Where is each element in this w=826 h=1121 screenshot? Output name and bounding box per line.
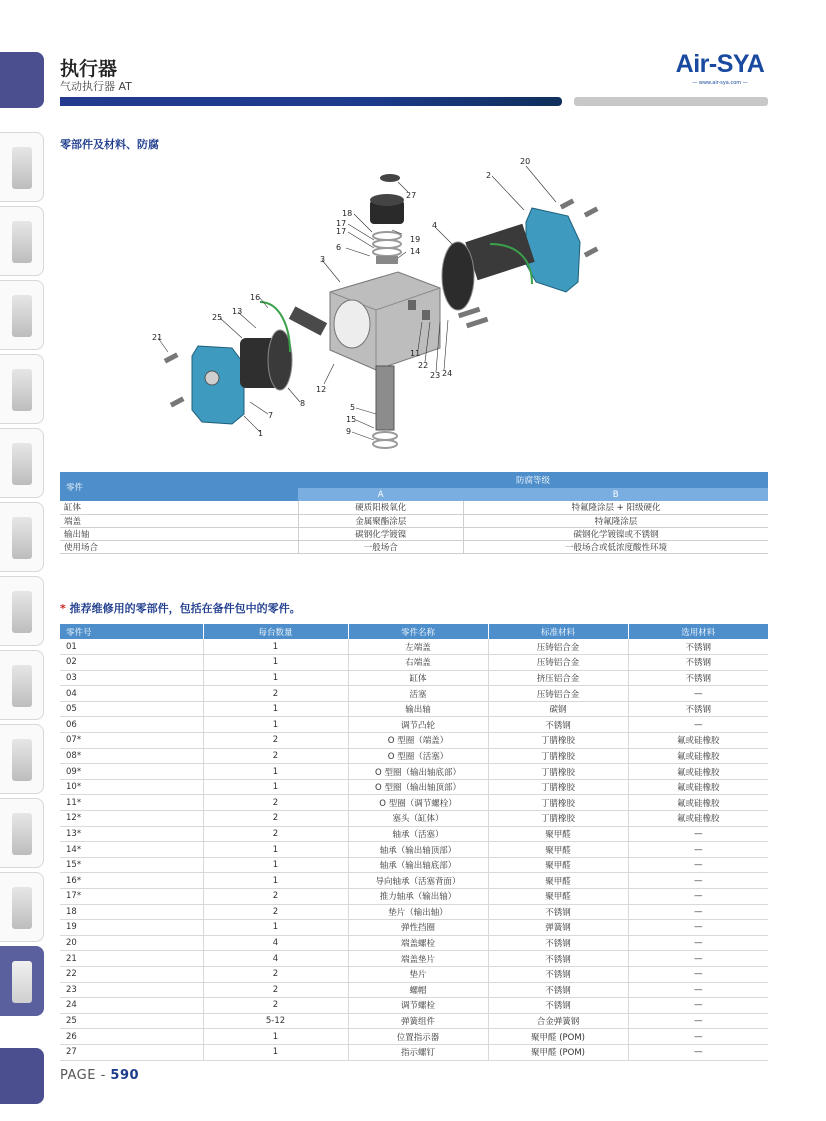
table-row (60, 795, 768, 811)
cell-std-material: 丁腈橡胶 (488, 779, 628, 795)
cell-qty: 1 (203, 779, 348, 795)
cell-opt-material: — (628, 842, 768, 858)
cell-part-no: 23 (60, 982, 203, 998)
cell-opt-material: — (628, 826, 768, 842)
cell-qty: 2 (203, 826, 348, 842)
corrosion-cell-b: 特氟隆涂层 (463, 514, 768, 527)
cell-std-material: 聚甲醛 (488, 842, 628, 858)
cell-opt-material: 氟或硅橡胶 (628, 733, 768, 749)
parts-table-body (60, 639, 768, 1060)
cell-opt-material: 不锈钢 (628, 655, 768, 671)
cell-std-material: 丁腈橡胶 (488, 748, 628, 764)
table-row (60, 982, 768, 998)
table-row (60, 1029, 768, 1045)
category-filter-cup-icon[interactable] (0, 206, 44, 276)
table-row (60, 733, 768, 749)
cell-part-name: 端盖垫片 (348, 951, 488, 967)
cell-part-name: O 型圈（端盖） (348, 733, 488, 749)
cell-qty: 1 (203, 717, 348, 733)
corrosion-cell-b: 一般场合或低浓度酸性环境 (463, 540, 768, 553)
cell-opt-material: — (628, 1013, 768, 1029)
th-opt-material: 选用材料 (628, 624, 768, 639)
cell-part-name: 弹性挡圈 (348, 920, 488, 936)
cell-part-no: 09* (60, 764, 203, 780)
cell-part-name: 轴承（输出轴顶部） (348, 842, 488, 858)
table-row (60, 701, 768, 717)
label-14: 14 (410, 247, 421, 256)
side-tab-bottom[interactable] (0, 1048, 44, 1104)
table-row (60, 779, 768, 795)
cell-part-name: 垫片（输出轴） (348, 904, 488, 920)
cell-qty: 1 (203, 920, 348, 936)
cell-std-material: 丁腈橡胶 (488, 811, 628, 827)
th-qty: 每台数量 (203, 624, 348, 639)
category-elbow-icon[interactable] (0, 798, 44, 868)
parts-table (60, 624, 768, 1061)
table-row (60, 748, 768, 764)
cell-part-no: 24 (60, 998, 203, 1014)
cell-qty: 1 (203, 655, 348, 671)
cell-opt-material: — (628, 951, 768, 967)
cell-part-no: 15* (60, 857, 203, 873)
table-row (60, 764, 768, 780)
cell-part-no: 12* (60, 811, 203, 827)
table-row (60, 811, 768, 827)
label-2: 2 (486, 171, 492, 180)
cell-qty: 1 (203, 873, 348, 889)
label-23: 23 (430, 371, 441, 380)
table-row (60, 670, 768, 686)
cell-qty: 1 (203, 857, 348, 873)
cell-part-name: 位置指示器 (348, 1029, 488, 1045)
cell-std-material: 聚甲醛 (488, 889, 628, 905)
cell-qty: 1 (203, 670, 348, 686)
label-4: 4 (432, 221, 438, 230)
cell-part-name: 左端盖 (348, 639, 488, 655)
cell-qty: 4 (203, 951, 348, 967)
cell-std-material: 丁腈橡胶 (488, 795, 628, 811)
cell-qty: 2 (203, 686, 348, 702)
cell-part-name: 塞头（缸体） (348, 811, 488, 827)
table-row (60, 717, 768, 733)
cell-std-material: 聚甲醛 (POM) (488, 1029, 628, 1045)
cell-qty: 2 (203, 998, 348, 1014)
category-manifold-icon[interactable] (0, 650, 44, 720)
label-6: 6 (336, 243, 342, 252)
cell-qty: 2 (203, 966, 348, 982)
cell-opt-material: — (628, 935, 768, 951)
corrosion-table-body (60, 501, 768, 553)
cell-part-no: 21 (60, 951, 203, 967)
label-13: 13 (232, 307, 243, 316)
cell-qty: 1 (203, 1029, 348, 1045)
category-filter-icon[interactable] (0, 132, 44, 202)
star-mark: * (60, 602, 66, 615)
cell-part-no: 25 (60, 1013, 203, 1029)
cell-part-name: 缸体 (348, 670, 488, 686)
cell-part-no: 04 (60, 686, 203, 702)
label-3: 3 (320, 255, 326, 264)
th-part-no: 零件号 (60, 624, 203, 639)
corrosion-table (60, 472, 768, 554)
cell-std-material: 碳钢 (488, 701, 628, 717)
cell-part-name: 右端盖 (348, 655, 488, 671)
cell-opt-material: 氟或硅橡胶 (628, 764, 768, 780)
cell-part-name: 轴承（输出轴底部） (348, 857, 488, 873)
cell-std-material: 不锈钢 (488, 951, 628, 967)
cell-opt-material: — (628, 1029, 768, 1045)
category-valve-icon[interactable] (0, 428, 44, 498)
cell-opt-material: — (628, 904, 768, 920)
cell-part-no: 06 (60, 717, 203, 733)
brand-logo (672, 50, 768, 86)
cell-part-no: 26 (60, 1029, 203, 1045)
label-21: 21 (152, 333, 163, 342)
label-7: 7 (268, 411, 274, 420)
table-row (60, 639, 768, 655)
table-row (60, 686, 768, 702)
header-divider-gray (574, 97, 768, 106)
table-row (60, 920, 768, 936)
cell-qty: 1 (203, 842, 348, 858)
corrosion-cell-part: 使用场合 (60, 540, 298, 553)
cell-part-name: 端盖螺栓 (348, 935, 488, 951)
exploded-diagram (140, 152, 610, 462)
table-row (60, 1044, 768, 1060)
label-25: 25 (212, 313, 223, 322)
cell-part-no: 01 (60, 639, 203, 655)
cell-qty: 2 (203, 811, 348, 827)
cell-std-material: 不锈钢 (488, 998, 628, 1014)
page-prefix: PAGE - (60, 1068, 111, 1083)
cell-std-material: 不锈钢 (488, 935, 628, 951)
cell-opt-material: — (628, 920, 768, 936)
cell-std-material: 丁腈橡胶 (488, 764, 628, 780)
page-number (60, 1068, 139, 1083)
cell-part-no: 07* (60, 733, 203, 749)
cell-part-name: 指示螺钉 (348, 1044, 488, 1060)
cell-opt-material: 不锈钢 (628, 670, 768, 686)
table-row (60, 873, 768, 889)
category-coil-icon[interactable] (0, 576, 44, 646)
th-part-name: 零件名称 (348, 624, 488, 639)
cell-std-material: 压铸铝合金 (488, 639, 628, 655)
corrosion-cell-part: 缸体 (60, 501, 298, 514)
cell-qty: 1 (203, 1044, 348, 1060)
label-17b: 17 (336, 227, 347, 236)
label-17a: 17 (336, 219, 347, 228)
cell-opt-material: — (628, 889, 768, 905)
table-row (60, 655, 768, 671)
cell-qty: 2 (203, 889, 348, 905)
table-row (60, 857, 768, 873)
corrosion-cell-a: 硬质阳极氧化 (298, 501, 463, 514)
table-row (60, 826, 768, 842)
table-row (60, 998, 768, 1014)
corrosion-row (60, 540, 768, 553)
label-22: 22 (418, 361, 429, 370)
cell-part-name: 导向轴承（活塞背面） (348, 873, 488, 889)
cell-qty: 2 (203, 748, 348, 764)
cell-opt-material: 氟或硅橡胶 (628, 795, 768, 811)
label-5: 5 (350, 403, 356, 412)
page-value: 590 (110, 1068, 140, 1083)
category-actuator-icon[interactable] (0, 946, 44, 1016)
cell-part-name: 活塞 (348, 686, 488, 702)
category-fitting-icon[interactable] (0, 354, 44, 424)
cell-part-no: 14* (60, 842, 203, 858)
table-row (60, 1013, 768, 1029)
cell-qty: 1 (203, 701, 348, 717)
left-end-cap-shape (192, 346, 244, 424)
cell-qty: 2 (203, 733, 348, 749)
cell-part-name: 螺帽 (348, 982, 488, 998)
table-row (60, 904, 768, 920)
corrosion-cell-a: 金属聚酯涂层 (298, 514, 463, 527)
cell-opt-material: — (628, 686, 768, 702)
cell-std-material: 聚甲醛 (POM) (488, 1044, 628, 1060)
page-subtitle: 气动执行器 AT (60, 80, 132, 93)
label-12: 12 (316, 385, 327, 394)
cell-part-name: 推力轴承（输出轴） (348, 889, 488, 905)
cell-qty: 1 (203, 764, 348, 780)
cell-std-material: 不锈钢 (488, 904, 628, 920)
cell-part-no: 22 (60, 966, 203, 982)
cell-opt-material: — (628, 1044, 768, 1060)
cell-part-name: 调节螺栓 (348, 998, 488, 1014)
side-category-nav (0, 132, 44, 1020)
logo-text: Air-SYA (675, 50, 765, 78)
actuator-body-shape (330, 272, 440, 370)
cell-part-name: 调节凸轮 (348, 717, 488, 733)
cell-part-name: O 型圈（调节螺栓） (348, 795, 488, 811)
category-silencer-icon[interactable] (0, 872, 44, 942)
cell-part-no: 11* (60, 795, 203, 811)
right-end-cap-shape (442, 208, 580, 310)
cell-std-material: 聚甲醛 (488, 873, 628, 889)
cell-std-material: 不锈钢 (488, 966, 628, 982)
cell-part-name: 输出轴 (348, 701, 488, 717)
cell-std-material: 聚甲醛 (488, 857, 628, 873)
page-title: 执行器 (60, 58, 118, 80)
cell-opt-material: — (628, 857, 768, 873)
header-divider (60, 97, 562, 106)
cell-opt-material: — (628, 873, 768, 889)
section-title-spare-parts (60, 600, 301, 616)
cell-part-no: 03 (60, 670, 203, 686)
cell-std-material: 丁腈橡胶 (488, 733, 628, 749)
cell-opt-material: 不锈钢 (628, 701, 768, 717)
label-16: 16 (250, 293, 261, 302)
cell-opt-material: — (628, 966, 768, 982)
cell-opt-material: 氟或硅橡胶 (628, 779, 768, 795)
category-cylinder-icon[interactable] (0, 724, 44, 794)
corrosion-row (60, 501, 768, 514)
corrosion-row (60, 514, 768, 527)
cell-qty: 2 (203, 982, 348, 998)
cell-opt-material: — (628, 998, 768, 1014)
cell-std-material: 弹簧钢 (488, 920, 628, 936)
cell-std-material: 挤压铝合金 (488, 670, 628, 686)
top-parts-shape (370, 174, 404, 264)
corrosion-cell-a: 一般场合 (298, 540, 463, 553)
section2-text: 推荐维修用的零部件，包括在备件包中的零件。 (65, 602, 301, 615)
cell-opt-material: 不锈钢 (628, 639, 768, 655)
cell-qty: 2 (203, 904, 348, 920)
cell-part-no: 16* (60, 873, 203, 889)
section-title-materials: 零部件及材料、防腐 (60, 138, 159, 151)
label-19: 19 (410, 235, 421, 244)
corrosion-cell-b: 碳钢化学镀镍或不锈钢 (463, 527, 768, 540)
cell-part-name: 弹簧组件 (348, 1013, 488, 1029)
cell-part-no: 10* (60, 779, 203, 795)
label-27: 27 (406, 191, 417, 200)
cell-part-name: 轴承（活塞） (348, 826, 488, 842)
cell-std-material: 压铸铝合金 (488, 655, 628, 671)
cell-part-name: O 型圈（输出轴底部） (348, 764, 488, 780)
table-row (60, 935, 768, 951)
cell-part-no: 08* (60, 748, 203, 764)
label-18: 18 (342, 209, 353, 218)
cell-part-no: 02 (60, 655, 203, 671)
logo-url: — www.air-sya.com — (692, 80, 748, 86)
cell-part-no: 19 (60, 920, 203, 936)
label-20: 20 (520, 157, 531, 166)
th-std-material: 标准材料 (488, 624, 628, 639)
output-shaft-shape (373, 366, 397, 448)
th-grade: 防腐等级 (298, 472, 768, 488)
cell-opt-material: — (628, 717, 768, 733)
cell-std-material: 聚甲醛 (488, 826, 628, 842)
category-solenoid-icon[interactable] (0, 502, 44, 572)
cell-opt-material: 氟或硅橡胶 (628, 811, 768, 827)
cell-part-no: 05 (60, 701, 203, 717)
cell-std-material: 不锈钢 (488, 982, 628, 998)
corrosion-cell-a: 碳钢化学镀镍 (298, 527, 463, 540)
label-11: 11 (410, 349, 421, 358)
cell-std-material: 合金弹簧钢 (488, 1013, 628, 1029)
corrosion-cell-part: 输出轴 (60, 527, 298, 540)
cell-opt-material: 氟或硅橡胶 (628, 748, 768, 764)
cell-part-no: 27 (60, 1044, 203, 1060)
side-tab-top[interactable] (0, 52, 44, 108)
label-1: 1 (258, 429, 264, 438)
corrosion-cell-b: 特氟隆涂层 + 阳级硬化 (463, 501, 768, 514)
cell-qty: 5-12 (203, 1013, 348, 1029)
th-grade-b: B (463, 488, 768, 501)
cell-std-material: 不锈钢 (488, 717, 628, 733)
table-row (60, 842, 768, 858)
cell-std-material: 压铸铝合金 (488, 686, 628, 702)
cell-qty: 4 (203, 935, 348, 951)
cell-part-no: 18 (60, 904, 203, 920)
cell-part-no: 13* (60, 826, 203, 842)
cell-part-name: O 型圈（活塞） (348, 748, 488, 764)
label-8: 8 (300, 399, 306, 408)
table-row (60, 889, 768, 905)
label-9: 9 (346, 427, 352, 436)
corrosion-row (60, 527, 768, 540)
cell-part-no: 20 (60, 935, 203, 951)
label-15: 15 (346, 415, 357, 424)
table-row (60, 951, 768, 967)
cell-qty: 2 (203, 795, 348, 811)
cell-part-name: 垫片 (348, 966, 488, 982)
cell-opt-material: — (628, 982, 768, 998)
cell-qty: 1 (203, 639, 348, 655)
cell-part-name: O 型圈（输出轴顶部） (348, 779, 488, 795)
th-grade-a: A (298, 488, 463, 501)
corrosion-cell-part: 端盖 (60, 514, 298, 527)
table-row (60, 966, 768, 982)
label-24: 24 (442, 369, 453, 378)
category-regulator-icon[interactable] (0, 280, 44, 350)
cell-part-no: 17* (60, 889, 203, 905)
left-piston-shape (240, 302, 327, 390)
th-part: 零件 (60, 472, 298, 501)
